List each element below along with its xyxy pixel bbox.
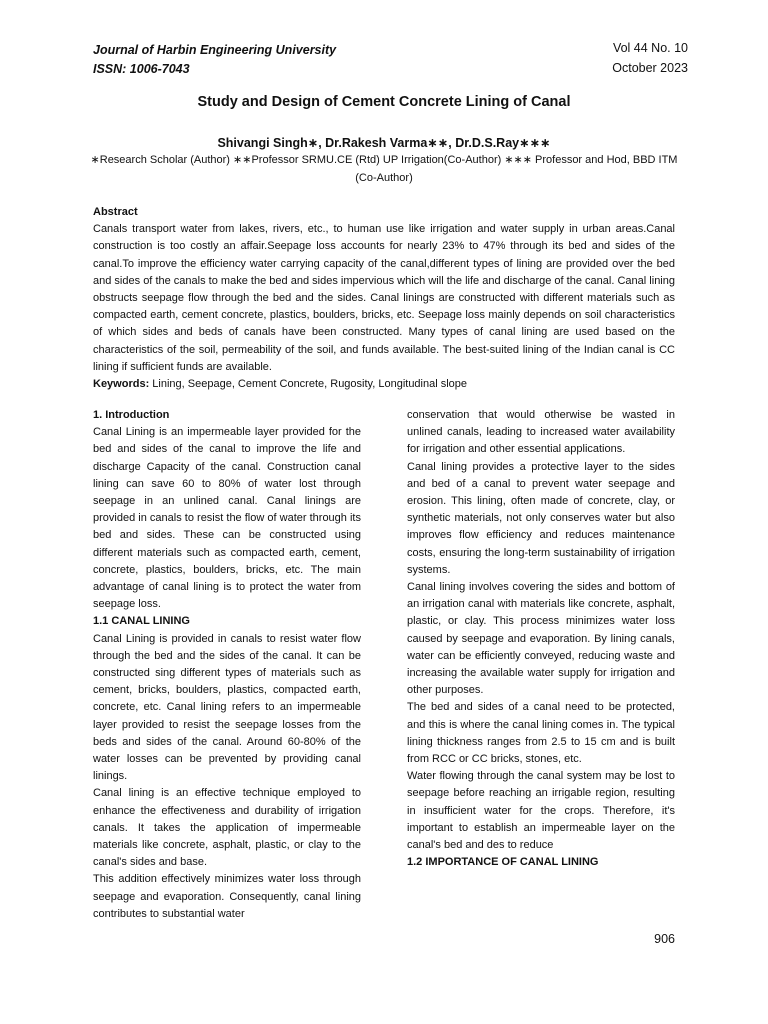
right-column [407,407,675,871]
journal-name: Journal of Harbin Engineering University [93,43,337,57]
right-paragraph-3: Canal lining involves covering the sides and bottom of an irrigation canal with materials like concrete, asphalt, plastic, or clay. This process minimizes water loss caused by seepage and evaporation. By lining canals, water can be efficiently conveyed, reducing waste and increasing the available water supply for irrigation and other purposes. [407,581,675,697]
right-paragraph-5: Water flowing through the canal system may be lost to seepage before reaching an irrigable region, resulting in insufficient water for the crops. Therefore, it's important to establish an impermeable layer on the canal's bed and des to reduce [407,770,675,852]
keywords-line [93,376,675,393]
right-paragraph-2: Canal lining provides a protective layer to the sides and bed of a canal to prevent water seepage and erosion. This lining, often made of concrete, clay, or synthetic materials, not only conserves water but also improves flow efficiency and reduces maintenance costs, ensuring the long-term sustainability of irrigation systems. [407,460,675,576]
page-number: 906 [654,932,675,946]
left-paragraph-2: Canal lining is an effective technique employed to enhance the effectiveness and durability of irrigation canals. It takes the application of impermeable materials like concrete, asphalt, plastic, or clay to the canal's sides and base. [93,787,361,869]
left-paragraph-1: Canal Lining is provided in canals to resist water flow through the bed and the sides of the canal. It can be constructed sing different types of materials such as cement, bricks, boulders, plastics, compacted earth, concrete, etc. Canal lining refers to an impermeable layer provided to resist the seepage losses from the beds and sides of the canal. Around 60-80% of the water losses can be prevented by providing canal linings. [93,632,361,783]
issue-date: October 2023 [612,61,688,75]
abstract-heading: Abstract [93,206,138,218]
left-column [93,407,361,923]
journal-issn: ISSN: 1006-7043 [93,62,190,76]
volume-info [612,38,688,78]
journal-header [93,41,336,79]
author-affiliations: ∗Research Scholar (Author) ∗∗Professor SRMU.CE (Rtd) UP Irrigation(Co-Author) ∗∗∗ Professor and Hod, BBD ITM (Co-Author) [90,154,678,184]
paper-title: Study and Design of Cement Concrete Lining of Canal [197,94,571,110]
importance-heading: 1.2 IMPORTANCE OF CANAL LINING [407,856,599,869]
volume-number: Vol 44 No. 10 [612,41,688,55]
keywords-label: Keywords: [93,378,150,391]
left-paragraph-3: This addition effectively minimizes water loss through seepage and evaporation. Consequently, canal lining contributes to substantial water [93,873,361,920]
author-list: Shivangi Singh∗, Dr.Rakesh Varma∗∗, Dr.D.S.Ray∗∗∗ [217,136,551,150]
right-paragraph-1: conservation that would otherwise be wasted in unlined canals, leading to increased water availability for irrigation and other essential applications. [407,409,675,456]
introduction-paragraph: Canal Lining is an impermeable layer provided for the bed and sides of the canal to improve the life and discharge Capacity of the canal. Construction canal lining can save 60 to 80% of water lost through seepage in an unlined canal. Canal linings are provided in canals to resist the flow of water through its bed and sides. These can be constructed using different materials such as compacted earth, cement, concrete, plastics, boulders, bricks, etc. The main advantage of canal lining is to protect the water from seepage loss. [93,426,361,611]
abstract-text: Canals transport water from lakes, rivers, etc., to human use like irrigation and water supply in urban areas.Canal construction is too costly an affair.Seepage loss accounts for nearly 23% to 47% through its bed and sides of the canal.To improve the efficiency water carrying capacity of the canal,different types of lining are provided over the bed and sides of the canals to make the bed and sides impervious which will the life and discharge of the canal. Canal lining obstructs seepage flow through the bed and the sides. Canal linings are constructed with different materials such as compacted earth, cement concrete, plastics, boulders, bricks, etc. Seepage loss mainly depends on soil characteristics of which sides and beds of canals have been constructed. Many types of canal lining are used based on the characteristics of the soil, permeability of the soil, and funds available. The best-suited lining of the Indian canal is CC lining if sufficient funds are available. [93,223,675,373]
abstract-section [93,204,675,393]
right-paragraph-4: The bed and sides of a canal need to be protected, and this is where the canal lining comes in. The typical lining thickness ranges from 2.5 to 15 cm and is built from RCC or CC bricks, stones, etc. [407,701,675,766]
canal-lining-heading: 1.1 CANAL LINING [93,615,190,628]
introduction-heading: 1. Introduction [93,409,170,421]
keywords-text: Lining, Seepage, Cement Concrete, Rugosity, Longitudinal slope [149,378,468,391]
